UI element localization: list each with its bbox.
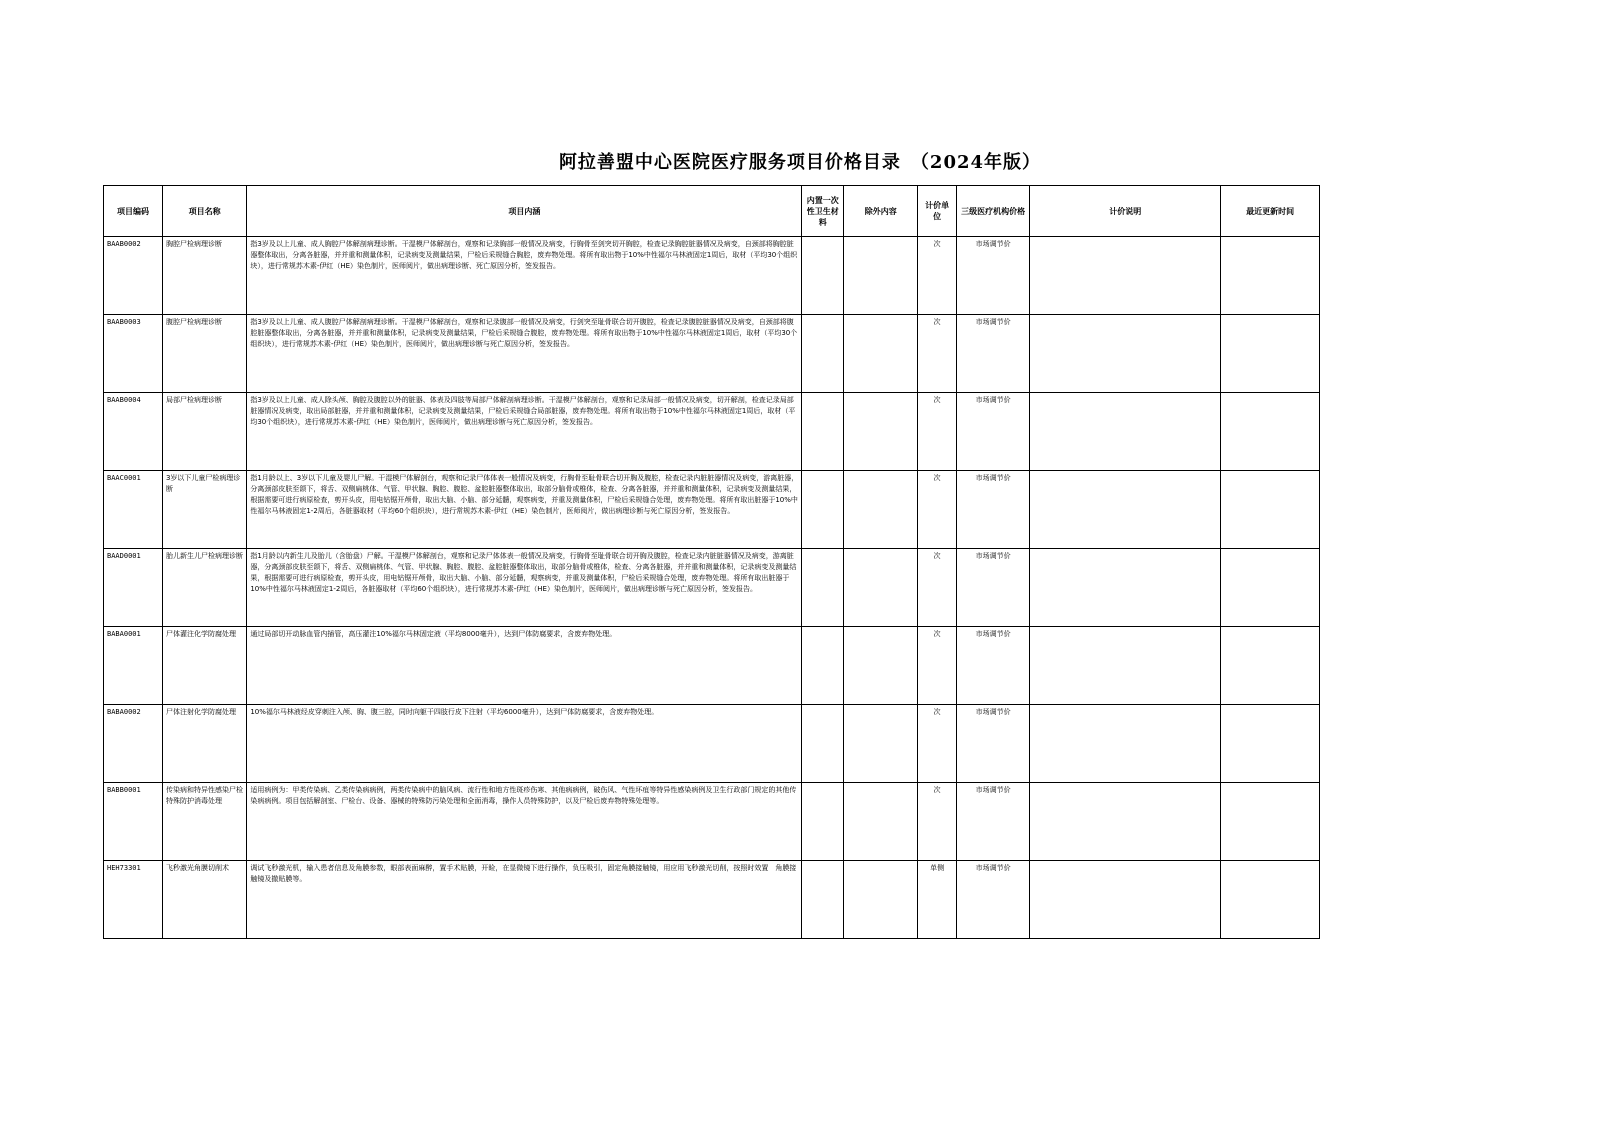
- cell-code: BABA0001: [104, 627, 163, 705]
- cell-code: BABA0002: [104, 705, 163, 783]
- header-code: 项目编码: [104, 186, 163, 237]
- cell-code: BAAD0001: [104, 549, 163, 627]
- cell-code: BAAB0002: [104, 237, 163, 315]
- cell-material: [802, 783, 844, 861]
- table-row: [104, 471, 1320, 549]
- cell-unit: 次: [918, 549, 957, 627]
- cell-content: 指1月龄以内新生儿及胎儿（含胎盘）尸解。干湿模尸体解剖台，观察和记录尸体体表一般情况及病变，行胸骨至耻骨联合切开胸及腹腔，检查记录内脏脏器情况及病变，游离脏器，分离颈部皮肤至颌下，将舌、双侧扁桃体、气管、甲状腺、胸腔、腹腔、盆腔脏器整体取出，取部分脑骨或椎体，检查、分离各脏器，并并重和测量体积，记录病变及测量结果，根据需要可进行病原检查，剪开头皮，用电钻锯开颅骨，取出大脑、小脑、部分延髓，观察病变，并重及测量体积，尸检后采规缝合处理，废弃物处理。将所有取出脏器于10%中性福尔马林液固定1-2周后，各脏器取材（平均60个组织块），进行常规苏木素-伊红（HE）染色制片，医师阅片，做出病理诊断与死亡原因分析，签发报告。: [247, 549, 802, 627]
- cell-material: [802, 315, 844, 393]
- cell-name: 腹腔尸检病理诊断: [162, 315, 246, 393]
- cell-name: 胸腔尸检病理诊断: [162, 237, 246, 315]
- cell-unit: 次: [918, 315, 957, 393]
- cell-price: 市场调节价: [956, 237, 1029, 315]
- cell-code: BABB0001: [104, 783, 163, 861]
- cell-name: 胎儿新生儿尸检病理诊断: [162, 549, 246, 627]
- table-body: [104, 237, 1320, 939]
- cell-price: 市场调节价: [956, 783, 1029, 861]
- table-row: [104, 393, 1320, 471]
- header-updated: 最近更新时间: [1221, 186, 1320, 237]
- table-row: [104, 315, 1320, 393]
- cell-code: BAAB0003: [104, 315, 163, 393]
- cell-note: [1030, 705, 1221, 783]
- cell-content: 通过局部切开动脉血管内插管，高压灌注10%福尔马林固定液（平均8000毫升），达到尸体防腐要求，含废弃物处理。: [247, 627, 802, 705]
- cell-price: 市场调节价: [956, 549, 1029, 627]
- cell-content: 指3岁及以上儿童、成人除头颅、胸腔及腹腔以外的脏器、体表及四肢等局部尸体解剖病理诊断。干湿模尸体解剖台，观察和记录局部一般情况及病变，切开解剖，检查记录局部脏器情况及病变，取出局部脏器，并并重和测量体积，记录病变及测量结果，尸检后采规缝合局部脏器，废弃物处理。将所有取出物于10%中性福尔马林液固定1周后，取材（平均30个组织块），进行常规苏木素-伊红（HE）染色制片，医师阅片，做出病理诊断与死亡原因分析，签发报告。: [247, 393, 802, 471]
- cell-code: BAAB0004: [104, 393, 163, 471]
- cell-updated: [1221, 471, 1320, 549]
- cell-unit: 次: [918, 237, 957, 315]
- cell-excluded: [844, 861, 918, 939]
- table-row: [104, 705, 1320, 783]
- cell-name: 尸体注射化学防腐处理: [162, 705, 246, 783]
- cell-excluded: [844, 237, 918, 315]
- cell-name: 局部尸检病理诊断: [162, 393, 246, 471]
- table-row: [104, 237, 1320, 315]
- cell-content: 适用病例为：甲类传染病、乙类传染病病例，两类传染病中的脑风病、流行性和地方性斑疹伤寒、其他病病例，破伤风、气性坏疽等特异性感染病例及卫生行政部门规定的其他传染病病例。项目包括解剖室、尸检台、设备、器械的特殊防污染处理和全面消毒，操作人员特殊防护，以及尸检后废弃物特殊处理等。: [247, 783, 802, 861]
- cell-updated: [1221, 549, 1320, 627]
- cell-note: [1030, 549, 1221, 627]
- cell-price: 市场调节价: [956, 627, 1029, 705]
- cell-updated: [1221, 705, 1320, 783]
- table-header-row: [104, 186, 1320, 237]
- cell-unit: 次: [918, 471, 957, 549]
- cell-note: [1030, 315, 1221, 393]
- cell-material: [802, 861, 844, 939]
- cell-material: [802, 627, 844, 705]
- cell-content: 调试飞秒激光机，输入患者信息及角膜参数，眼部表面麻醉，置手术贴膜，开睑，在显微镜下进行操作，负压吸引，固定角膜接触镜，用应用飞秒激光切削，按照时效置 角膜接触镜及撤贴膜等。: [247, 861, 802, 939]
- cell-unit: 次: [918, 705, 957, 783]
- cell-material: [802, 549, 844, 627]
- cell-content: 10%福尔马林液经皮穿刺注入颅、胸、腹三腔，同时向躯干四肢行皮下注射（平均6000毫升），达到尸体防腐要求，含废弃物处理。: [247, 705, 802, 783]
- cell-price: 市场调节价: [956, 393, 1029, 471]
- cell-material: [802, 393, 844, 471]
- cell-updated: [1221, 237, 1320, 315]
- cell-excluded: [844, 705, 918, 783]
- cell-note: [1030, 237, 1221, 315]
- cell-excluded: [844, 627, 918, 705]
- cell-excluded: [844, 393, 918, 471]
- cell-price: 市场调节价: [956, 315, 1029, 393]
- cell-unit: 次: [918, 627, 957, 705]
- header-note: 计价说明: [1030, 186, 1221, 237]
- cell-note: [1030, 471, 1221, 549]
- table-row: [104, 783, 1320, 861]
- table-row: [104, 861, 1320, 939]
- cell-material: [802, 705, 844, 783]
- header-excluded: 除外内容: [844, 186, 918, 237]
- cell-note: [1030, 861, 1221, 939]
- cell-updated: [1221, 315, 1320, 393]
- cell-excluded: [844, 471, 918, 549]
- cell-note: [1030, 783, 1221, 861]
- cell-excluded: [844, 549, 918, 627]
- header-material: 内置一次性卫生材料: [802, 186, 844, 237]
- cell-content: 指3岁及以上儿童、成人腹腔尸体解剖病理诊断。干湿模尸体解剖台，观察和记录腹部一般情况及病变，行剑突至耻骨联合切开腹腔，检查记录腹腔脏器情况及病变，自颈部将腹腔脏器整体取出，分离各脏器，并并重和测量体积，记录病变及测量结果，尸检后采规缝合腹腔，废弃物处理。将所有取出物于10%中性福尔马林液固定1周后，取材（平均30个组织块），进行常规苏木素-伊红（HE）染色制片，医师阅片，做出病理诊断与死亡原因分析，签发报告。: [247, 315, 802, 393]
- cell-excluded: [844, 783, 918, 861]
- cell-material: [802, 471, 844, 549]
- cell-code: BAAC0001: [104, 471, 163, 549]
- page-title: 阿拉善盟中心医院医疗服务项目价格目录 （2024年版）: [558, 152, 1042, 173]
- cell-name: 尸体灌注化学防腐处理: [162, 627, 246, 705]
- header-content: 项目内涵: [247, 186, 802, 237]
- cell-name: 飞秒激光角膜切削术: [162, 861, 246, 939]
- header-unit: 计价单位: [918, 186, 957, 237]
- cell-content: 指1月龄以上、3岁以下儿童及婴儿尸解。干湿模尸体解剖台，观察和记录尸体体表一般情况及病变，行胸骨至耻骨联合切开胸及腹腔，检查记录内脏脏器情况及病变，游离脏器，分离颈部皮肤至颌下，将舌、双侧扁桃体、气管、甲状腺、胸腔、腹腔、盆腔脏器整体取出，取部分脑骨或椎体，检查、分离各脏器，并并重和测量体积，记录病变及测量结果，根据需要可进行病原检查，剪开头皮，用电钻锯开颅骨，取出大脑、小脑、部分延髓，观察病变，并重及测量体积，尸检后采规缝合处理，废弃物处理。将所有取出脏器于10%中性福尔马林液固定1-2周后，各脏器取材（平均60个组织块），进行常规苏木素-伊红（HE）染色制片，医师阅片，做出病理诊断与死亡原因分析，签发报告。: [247, 471, 802, 549]
- cell-material: [802, 237, 844, 315]
- cell-unit: 单侧: [918, 861, 957, 939]
- cell-note: [1030, 627, 1221, 705]
- cell-note: [1030, 393, 1221, 471]
- table-row: [104, 549, 1320, 627]
- cell-name: 3岁以下儿童尸检病理诊断: [162, 471, 246, 549]
- cell-content: 指3岁及以上儿童、成人胸腔尸体解剖病理诊断。干湿模尸体解剖台，观察和记录胸部一般情况及病变，行胸骨至剑突切开胸腔，检查记录胸腔脏器情况及病变，自颈部将胸腔脏器整体取出，分离各脏器，并并重和测量体积，记录病变及测量结果，尸检后采规缝合胸腔，废弃物处理。将所有取出物于10%中性福尔马林液固定1周后，取材（平均30个组织块），进行常规苏木素-伊红（HE）染色制片，医师阅片，做出病理诊断、死亡原因分析，签发报告。: [247, 237, 802, 315]
- cell-price: 市场调节价: [956, 705, 1029, 783]
- cell-price: 市场调节价: [956, 471, 1029, 549]
- table-row: [104, 627, 1320, 705]
- header-price: 三级医疗机构价格: [956, 186, 1029, 237]
- cell-updated: [1221, 861, 1320, 939]
- cell-price: 市场调节价: [956, 861, 1029, 939]
- cell-unit: 次: [918, 393, 957, 471]
- price-catalog-table: [103, 185, 1320, 939]
- cell-updated: [1221, 393, 1320, 471]
- cell-unit: 次: [918, 783, 957, 861]
- cell-excluded: [844, 315, 918, 393]
- cell-updated: [1221, 783, 1320, 861]
- cell-code: HEH73301: [104, 861, 163, 939]
- header-name: 项目名称: [162, 186, 246, 237]
- cell-updated: [1221, 627, 1320, 705]
- cell-name: 传染病和特异性感染尸检特殊防护消毒处理: [162, 783, 246, 861]
